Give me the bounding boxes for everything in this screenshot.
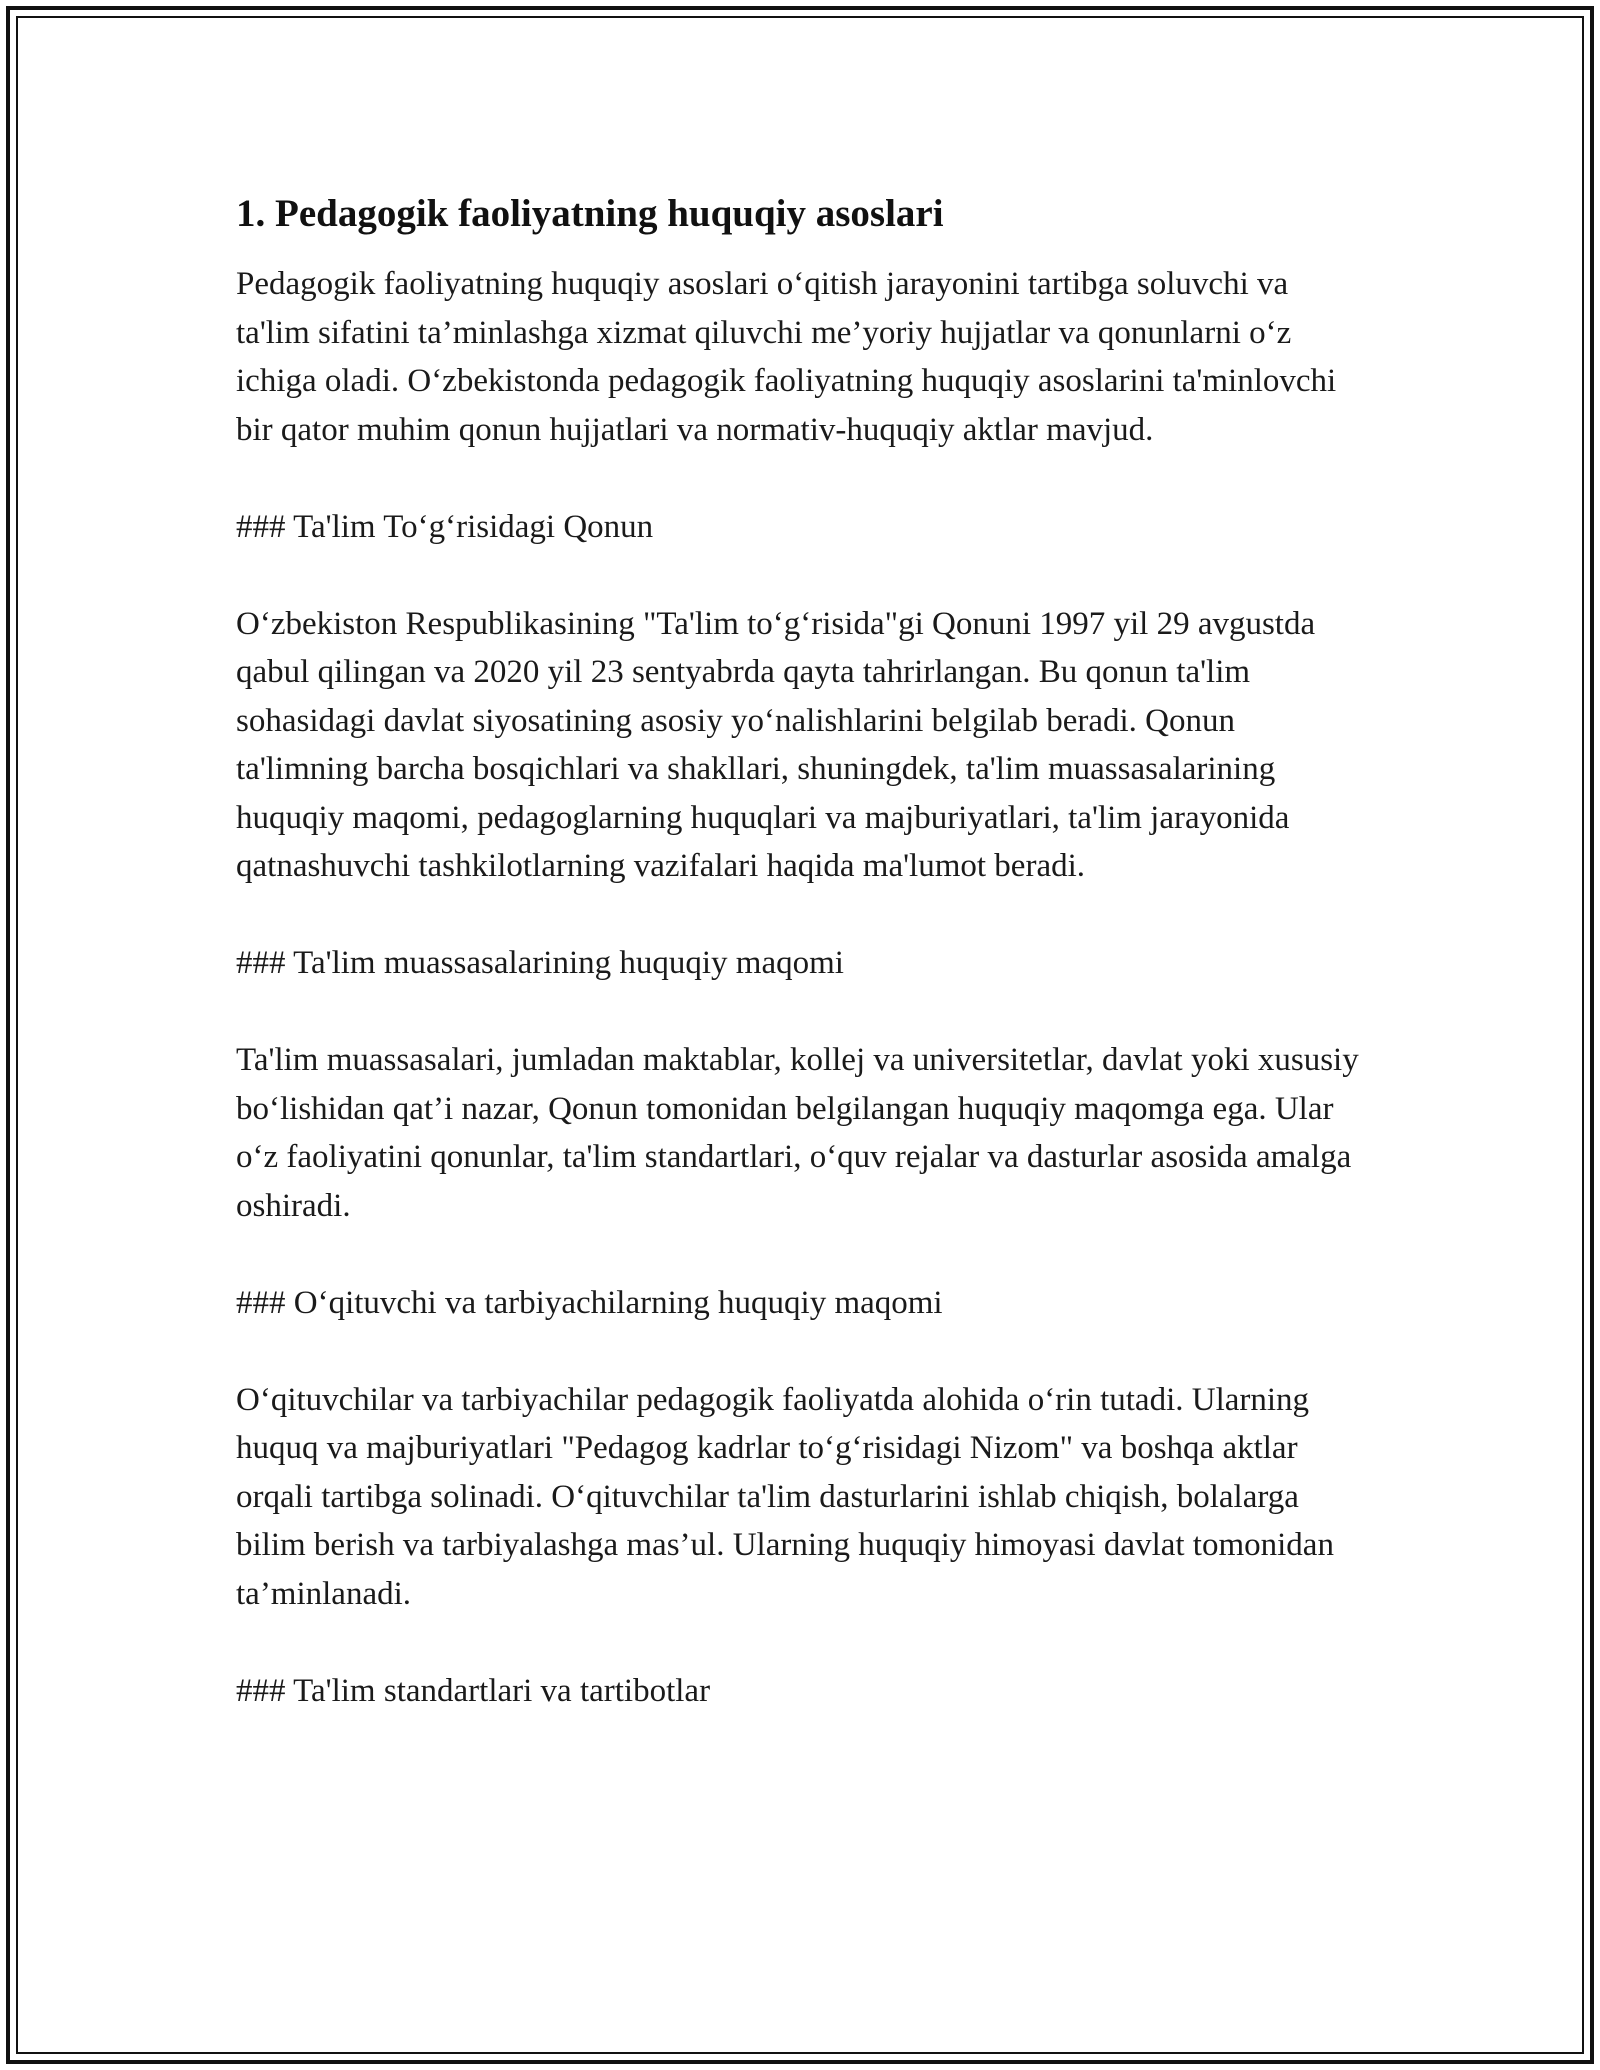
- spacer: [236, 1327, 1366, 1376]
- spacer: [236, 1230, 1366, 1279]
- spacer: [236, 1618, 1366, 1667]
- document-body: [236, 186, 1366, 1715]
- spacer: [236, 891, 1366, 940]
- spacer: [236, 551, 1366, 600]
- spacer: [236, 454, 1366, 503]
- paragraph-talim-qonun: O‘zbekiston Respublikasining "Ta'lim to‘g‘risida"gi Qonuni 1997 yil 29 avgustda qabul qilingan va 2020 yil 23 sentyabrda qayta tahrirlangan. Bu qonun ta'lim sohasidagi davlat siyosatining asosiy yo‘nalishlarini belgilab beradi. Qonun ta'limning barcha bosqichlari va shakllari, shuningdek, ta'lim muassasalarining huquqiy maqomi, pedagoglarning huquqlari va majburiyatlari, ta'lim jarayonida qatnashuvchi tashkilotlarning vazifalari haqida ma'lumot beradi.: [236, 605, 1316, 884]
- section-heading-talim-qonun: ### Ta'lim To‘g‘risidagi Qonun: [236, 508, 654, 545]
- section-heading-standartlar: ### Ta'lim standartlari va tartibotlar: [236, 1672, 711, 1709]
- paragraph-oqituvchilar: O‘qituvchilar va tarbiyachilar pedagogik faoliyatda alohida o‘rin tutadi. Ularning huquq va majburiyatlari "Pedagog kadrlar to‘g‘risidagi Nizom" va boshqa aktlar orqali tartibga solinadi. O‘qituvchilar ta'lim dasturlarini ishlab chiqish, bolalarga bilim berish va tarbiyalashga mas’ul. Ularning huquqiy himoyasi davlat tomonidan ta’minlanadi.: [236, 1381, 1334, 1612]
- section-heading-oqituvchilar: ### O‘qituvchi va tarbiyachilarning huquqiy maqomi: [236, 1284, 943, 1321]
- spacer: [236, 988, 1366, 1037]
- paragraph-intro: Pedagogik faoliyatning huquqiy asoslari o‘qitish jarayonini tartibga soluvchi va ta'lim sifatini ta’minlashga xizmat qiluvchi me’yoriy hujjatlar va qonunlarni o‘z ichiga oladi. O‘zbekistonda pedagogik faoliyatning huquqiy asoslarini ta'minlovchi bir qator muhim qonun hujjatlari va normativ-huquqiy aktlar mavjud.: [236, 266, 1337, 448]
- paragraph-muassasalar: Ta'lim muassasalari, jumladan maktablar, kollej va universitetlar, davlat yoki xususiy bo‘lishidan qat’i nazar, Qonun tomonidan belgilangan huquqiy maqomga ega. Ular o‘z faoliyatini qonunlar, ta'lim standartlari, o‘quv rejalar va dasturlar asosida amalga oshiradi.: [236, 1042, 1359, 1224]
- document-title: 1. Pedagogik faoliyatning huquqiy asoslari: [236, 192, 944, 235]
- section-heading-muassasalar: ### Ta'lim muassasalarining huquqiy maqomi: [236, 945, 844, 981]
